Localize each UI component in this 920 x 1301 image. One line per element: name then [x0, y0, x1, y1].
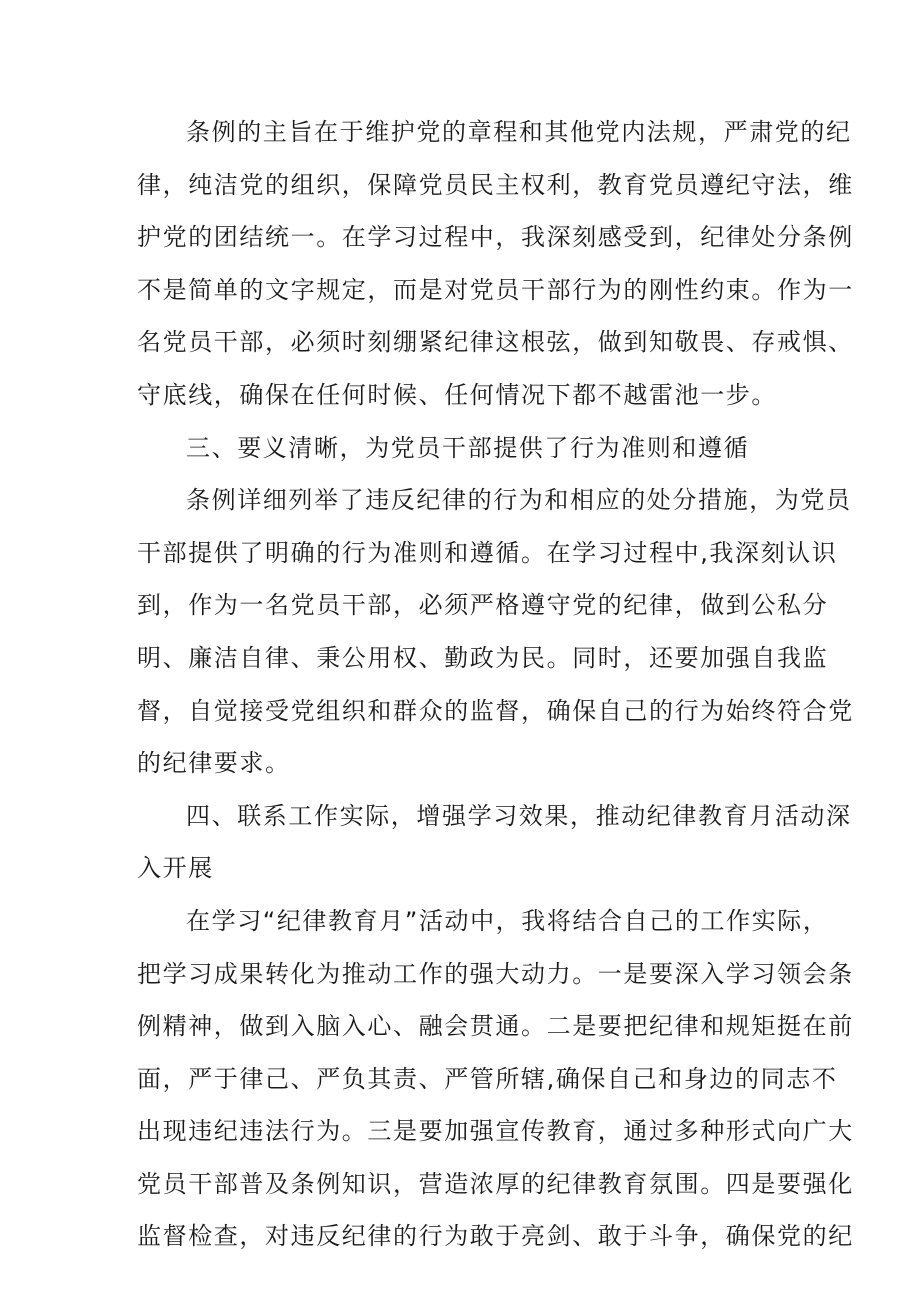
text-line: 明、廉洁自律、秉公用权、勤政为民。同时，还要加强自我监	[137, 643, 829, 672]
text-line: 不是简单的文字规定，而是对党员干部行为的刚性约束。作为一	[137, 275, 854, 304]
text-line: 名党员干部，必须时刻绷紧纪律这根弦，做到知敬畏、存戒惧、	[137, 328, 854, 357]
text-line: 在学习“纪律教育月”活动中，我将结合自己的工作实际，	[186, 906, 829, 935]
text-line: 的纪律要求。	[137, 749, 291, 778]
text-line: 例精神，做到入脑入心、融会贯通。二是要把纪律和规矩挺在前	[137, 1012, 854, 1041]
text-line: 护党的团结统一。在学习过程中，我深刻感受到，纪律处分条例	[137, 223, 854, 252]
text-line: 面，严于律己、严负其责、严管所辖,确保自己和身边的同志不	[137, 1064, 838, 1093]
text-line: 监督检查，对违反纪律的行为敢于亮剑、敢于斗争，确保党的纪	[137, 1222, 854, 1251]
text-line: 出现违纪违法行为。三是要加强宣传教育，通过多种形式向广大	[137, 1117, 854, 1146]
text-line: 条例的主旨在于维护党的章程和其他党内法规，严肃党的纪	[186, 118, 852, 146]
text-line: 条例详细列举了违反纪律的行为和相应的处分措施，为党员	[186, 486, 852, 515]
text-line: 律，纯洁党的组织，保障党员民主权利，教育党员遵纪守法，维	[137, 170, 854, 199]
document-body	[137, 106, 854, 1263]
text-line: 守底线，确保在任何时候、任何情况下都不越雷池一步。	[137, 380, 777, 409]
section-heading: 三、要义清晰，为党员干部提供了行为准则和遵循	[186, 433, 750, 462]
text-line: 到，作为一名党员干部，必须严格遵守党的纪律，做到公私分	[137, 591, 829, 620]
text-line: 党员干部普及条例知识，营造浓厚的纪律教育氛围。四是要强化	[137, 1169, 854, 1198]
text-line: 把学习成果转化为推动工作的强大动力。一是要深入学习领会条	[137, 959, 854, 988]
section-heading-continued: 入开展	[137, 854, 214, 883]
text-line: 干部提供了明确的行为准则和遵循。在学习过程中,我深刻认识	[137, 538, 838, 567]
section-heading: 四、联系工作实际，增强学习效果，推动纪律教育月活动深	[186, 801, 852, 830]
text-line: 督，自觉接受党组织和群众的监督，确保自己的行为始终符合党	[137, 696, 854, 725]
